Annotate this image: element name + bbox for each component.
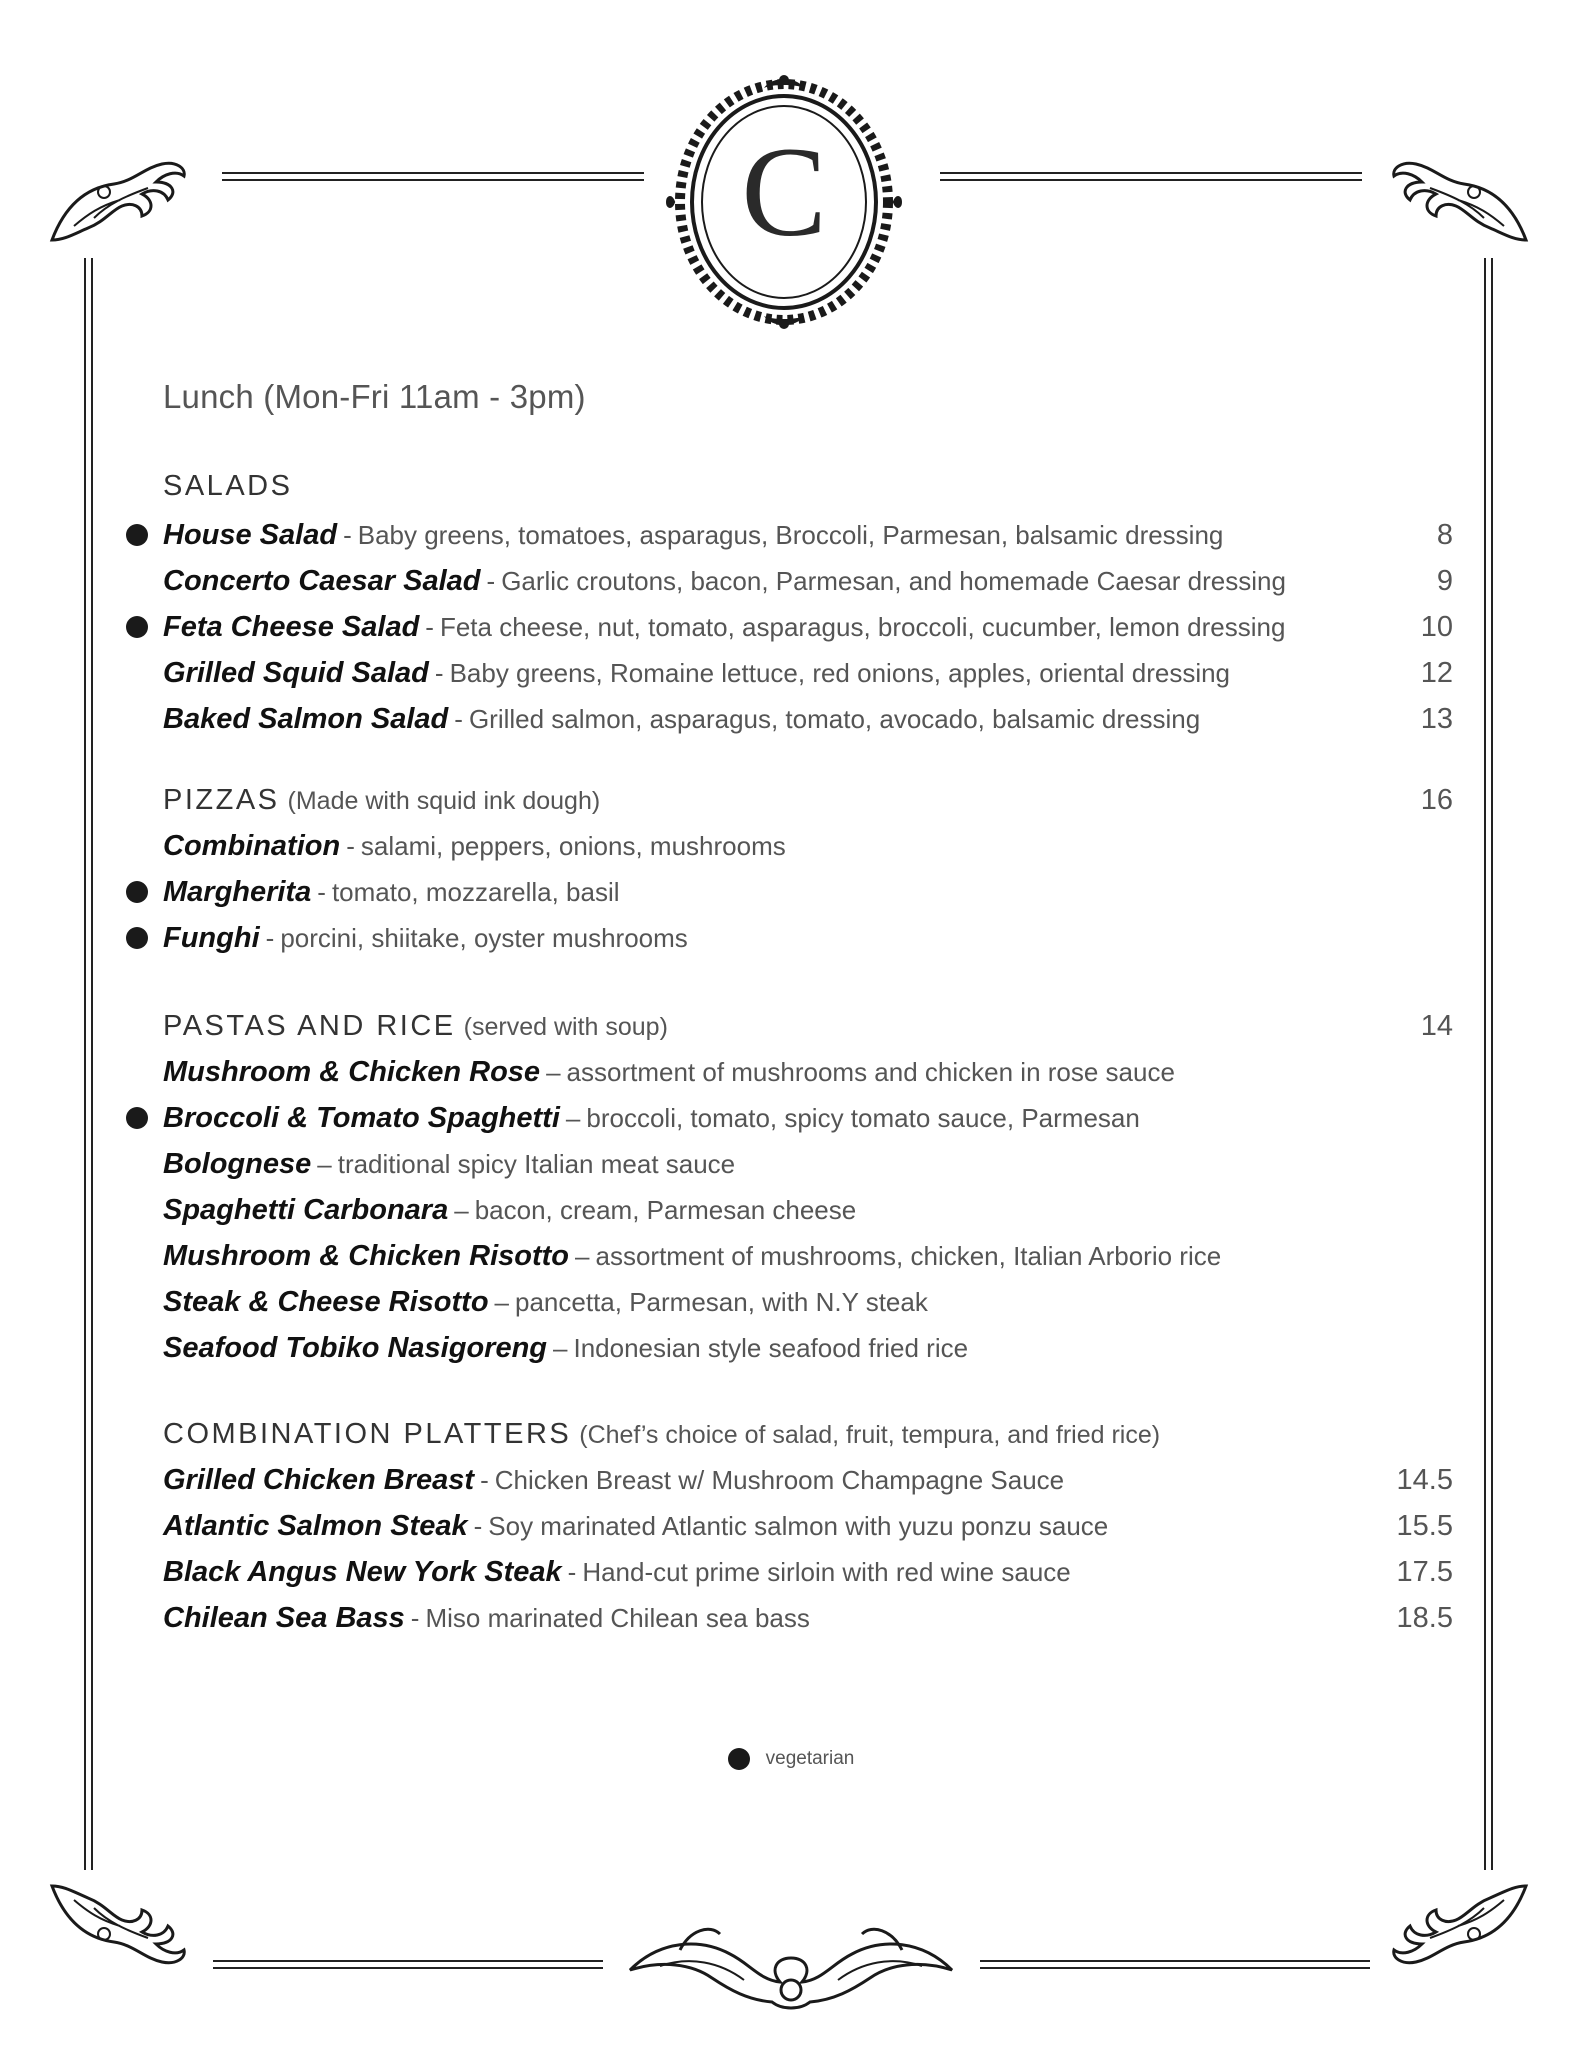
item-separator: - (473, 1511, 483, 1541)
item-separator: - (317, 877, 326, 907)
item-description: pancetta, Parmesan, with N.Y steak (515, 1287, 928, 1317)
menu-item-atlantic-salmon-steak (163, 1503, 1453, 1549)
lunch-hours-heading: Lunch (Mon-Fri 11am - 3pm) (163, 378, 586, 415)
pastas-price: 14 (1420, 1010, 1453, 1042)
item-name: Margherita (163, 876, 312, 908)
item-name: Baked Salmon Salad (163, 703, 449, 735)
item-separator: – (317, 1149, 332, 1179)
menu-item-margherita (163, 869, 1453, 915)
item-separator: - (486, 566, 496, 596)
item-price: 15.5 (1396, 1510, 1453, 1542)
item-separator: - (567, 1557, 577, 1587)
logo-letter: C (741, 121, 827, 263)
item-description: bacon, cream, Parmesan cheese (474, 1195, 857, 1225)
item-description: assortment of mushrooms and chicken in rose sauce (566, 1057, 1175, 1087)
item-separator: - (434, 658, 444, 688)
pastas-note: (served with soup) (463, 1013, 668, 1041)
menu-item-chilean-sea-bass (163, 1595, 1453, 1641)
item-price: 17.5 (1396, 1556, 1453, 1588)
item-description: assortment of mushrooms, chicken, Italian Arborio rice (595, 1241, 1222, 1271)
menu-item-mushroom-chicken-risotto (163, 1233, 1453, 1279)
left-rule (84, 258, 93, 1870)
item-description: Miso marinated Chilean sea bass (425, 1603, 810, 1633)
pizzas-title: PIZZAS (163, 784, 280, 816)
menu-item-house-salad (163, 512, 1453, 558)
item-separator: - (410, 1603, 420, 1633)
item-description: Feta cheese, nut, tomato, asparagus, broccoli, cucumber, lemon dressing (439, 612, 1286, 642)
corner-scroll-icon-top-left (44, 148, 194, 248)
corner-scroll-icon-bottom-right (1384, 1878, 1534, 1978)
item-name: Black Angus New York Steak (163, 1556, 562, 1588)
item-name: Seafood Tobiko Nasigoreng (163, 1332, 548, 1364)
bottom-right-rule (980, 1960, 1370, 1969)
item-separator: - (480, 1465, 489, 1495)
right-rule (1484, 258, 1493, 1870)
item-price: 14.5 (1396, 1464, 1453, 1496)
section-title-pastas (163, 1003, 1453, 1049)
item-description: salami, peppers, onions, mushrooms (360, 831, 786, 861)
item-description: Baby greens, Romaine lettuce, red onions, apples, oriental dressing (449, 658, 1231, 688)
item-separator: – (565, 1103, 581, 1133)
menu-item-spaghetti-carbonara (163, 1187, 1453, 1233)
menu-item-combination (163, 823, 1453, 869)
item-name: Mushroom & Chicken Rose (163, 1056, 541, 1088)
platters-title: COMBINATION PLATTERS (163, 1418, 572, 1450)
menu-item-broccoli-tomato-spaghetti (163, 1095, 1453, 1141)
section-title-platters (163, 1411, 1453, 1457)
item-separator: – (575, 1241, 590, 1271)
menu-item-grilled-chicken-breast (163, 1457, 1453, 1503)
bottom-left-rule (213, 1960, 603, 1969)
vegetarian-dot (126, 881, 148, 903)
pastas-title: PASTAS AND RICE (163, 1010, 456, 1042)
item-description: tomato, mozzarella, basil (331, 877, 620, 907)
item-separator: - (346, 831, 355, 861)
legend-label: vegetarian (765, 1748, 855, 1770)
item-name: Steak & Cheese Risotto (163, 1286, 489, 1318)
menu-item-baked-salmon-salad (163, 696, 1453, 742)
menu-item-black-angus-new-york-steak (163, 1549, 1453, 1595)
item-price: 12 (1420, 657, 1453, 689)
top-left-rule (222, 172, 644, 181)
item-description: Garlic croutons, bacon, Parmesan, and homemade Caesar dressing (501, 566, 1286, 596)
menu-item-mushroom-chicken-rose (163, 1049, 1453, 1095)
item-description: traditional spicy Italian meat sauce (337, 1149, 736, 1179)
item-name: Mushroom & Chicken Risotto (163, 1240, 570, 1272)
item-name: Spaghetti Carbonara (163, 1194, 449, 1226)
vegetarian-dot (126, 927, 148, 949)
corner-scroll-icon-bottom-left (44, 1878, 194, 1978)
section-title-pizzas (163, 777, 1453, 823)
menu-item-seafood-tobiko-nasigoreng (163, 1325, 1453, 1371)
item-separator: – (553, 1333, 568, 1363)
item-price: 13 (1420, 703, 1453, 735)
item-description: Hand-cut prime sirloin with red wine sauce (582, 1557, 1071, 1587)
bottom-scroll-ornament-icon (620, 1910, 962, 2020)
item-name: Concerto Caesar Salad (163, 565, 481, 597)
item-name: Feta Cheese Salad (163, 611, 420, 643)
item-description: porcini, shiitake, oyster mushrooms (280, 923, 688, 953)
vegetarian-dot (126, 1107, 148, 1129)
pizzas-note: (Made with squid ink dough) (287, 787, 601, 815)
item-name: House Salad (163, 519, 338, 551)
menu-item-bolognese (163, 1141, 1453, 1187)
item-description: broccoli, tomato, spicy tomato sauce, Parmesan (586, 1103, 1140, 1133)
platters-note: (Chef’s choice of salad, fruit, tempura, and fried rice) (579, 1421, 1161, 1449)
item-separator: - (265, 923, 275, 953)
item-description: Grilled salmon, asparagus, tomato, avocado, balsamic dressing (468, 704, 1201, 734)
legend (0, 1748, 1582, 1770)
salads-title: SALADS (163, 470, 293, 502)
item-name: Bolognese (163, 1148, 312, 1180)
pizzas-price: 16 (1420, 784, 1453, 816)
item-description: Soy marinated Atlantic salmon with yuzu ponzu sauce (488, 1511, 1109, 1541)
vegetarian-legend-dot (728, 1748, 750, 1770)
item-description: Chicken Breast w/ Mushroom Champagne Sauce (494, 1465, 1065, 1495)
item-price: 10 (1420, 611, 1453, 643)
menu-item-feta-cheese-salad (163, 604, 1453, 650)
item-separator: - (425, 612, 434, 642)
menu-item-funghi (163, 915, 1453, 961)
item-name: Broccoli & Tomato Spaghetti (163, 1102, 560, 1134)
item-description: Baby greens, tomatoes, asparagus, Broccoli, Parmesan, balsamic dressing (357, 520, 1224, 550)
top-right-rule (940, 172, 1362, 181)
menu-item-grilled-squid-salad (163, 650, 1453, 696)
item-price: 18.5 (1396, 1602, 1453, 1634)
item-price: 9 (1436, 565, 1453, 597)
item-name: Funghi (163, 922, 260, 954)
item-separator: – (546, 1057, 561, 1087)
item-separator: - (454, 704, 463, 734)
menu-item-concerto-caesar-salad (163, 558, 1453, 604)
menu-item-steak-cheese-risotto (163, 1279, 1453, 1325)
section-title-salads (163, 470, 292, 503)
vegetarian-dot (126, 524, 148, 546)
vegetarian-dot (126, 616, 148, 638)
item-separator: - (343, 520, 352, 550)
corner-scroll-icon-top-right (1384, 148, 1534, 248)
item-name: Chilean Sea Bass (163, 1602, 405, 1634)
item-separator: – (494, 1287, 510, 1317)
item-description: Indonesian style seafood fried rice (573, 1333, 969, 1363)
item-separator: – (454, 1195, 469, 1225)
item-name: Grilled Squid Salad (163, 657, 429, 689)
item-name: Grilled Chicken Breast (163, 1464, 475, 1496)
item-price: 8 (1436, 519, 1453, 551)
logo-crest (664, 72, 904, 332)
item-name: Atlantic Salmon Steak (163, 1510, 468, 1542)
item-name: Combination (163, 830, 341, 862)
